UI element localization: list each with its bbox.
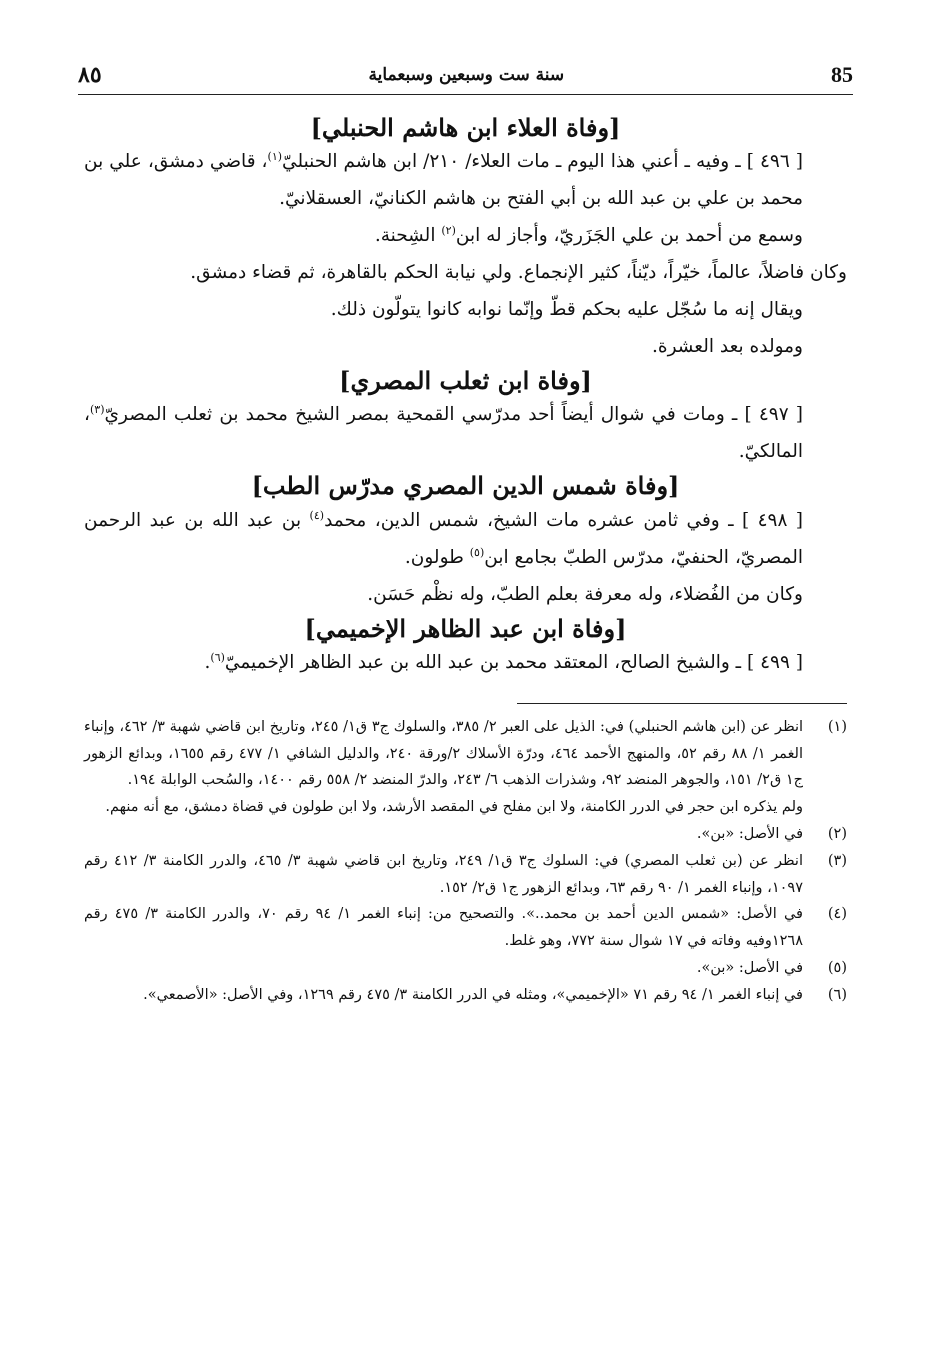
footnote-text: في الأصل: «بن». xyxy=(696,826,803,842)
footnote-text: في الأصل: «بن». xyxy=(696,960,803,977)
footnotes xyxy=(84,714,847,1009)
footnote-ref[interactable]: (٣) xyxy=(89,403,105,417)
page-body xyxy=(84,112,847,1009)
footnote-item xyxy=(84,901,847,955)
footnote-item xyxy=(84,955,847,982)
footnote-text: في الأصل: «شمس الدين أحمد بن محمد..». والتصحيح من: إنباء الغمر ١/ ٩٤ رقم ٧٠، والدرر الكامنة ٣/ ٤٧٥ رقم ١٢٦٨وفيه وفاته في ١٧ شوال سنة ٧٧٢، وهو غلط. xyxy=(84,906,803,950)
footnote-number: (٤) xyxy=(827,906,847,923)
section-title: [وفاة ابن عبد الظاهر الإخميمي] xyxy=(304,613,627,643)
entry-paragraph: [ ٤٩٦ ] ـ وفيه ـ أعني هذا اليوم ـ مات العلاء/ ٢١٠/ ابن هاشم الحنبليّ$^{(١)}$، قاضي دمشق، علي بن محمد بن علي بن عبد الله بن أبي الفتح بن هاشم الكنانيّ، العسقلانيّ. xyxy=(84,150,804,210)
page-header xyxy=(78,56,853,95)
paragraph: وسمع من أحمد بن علي الجَزَريّ، وأجاز له ابن$^{(٢)}$ الشِحنة. xyxy=(374,224,803,247)
entry-paragraph: [ ٤٩٨ ] ـ وفي ثامن عشره مات الشيخ، شمس الدين، محمد$^{(٤)}$ بن عبد الله بن عبد الرحمن المصريّ، الحنفيّ، مدرّس الطبّ بجامع ابن$^{(٥)}$ طولون. xyxy=(84,508,804,568)
footnote-number: (١) xyxy=(827,718,847,735)
entry-paragraph: [ ٤٩٩ ] ـ والشيخ الصالح، المعتقد محمد بن عبد الله بن عبد الظاهر الإخميميّ$^{(٦)}$. xyxy=(204,650,803,673)
footnote-ref[interactable]: (١) xyxy=(267,150,283,164)
running-title: سنة ست وسبعين وسبعماية xyxy=(368,65,565,85)
footnote-number: (٣) xyxy=(827,852,847,869)
footnote-number: (٦) xyxy=(827,986,847,1003)
section-title: [وفاة العلاء ابن هاشم الحنبلي] xyxy=(310,113,621,142)
footnote-ref[interactable]: (٢) xyxy=(441,224,456,238)
page-number-latin: 85 xyxy=(831,62,853,87)
section-title: [وفاة ابن ثعلب المصري] xyxy=(339,366,592,396)
footnote-text: انظر عن (بن ثعلب المصري) في: السلوك ج٣ ق١/ ٢٤٩، وتاريخ ابن قاضي شهبة ٣/ ٤٦٥، والدرر الكامنة ٣/ ٤١٢ رقم ١٠٩٧، وإنباء الغمر ١/ ٩٠ رقم ٦٣، وبدائع الزهور ج١ ق٢/ ١٥٢. xyxy=(84,852,803,896)
footnote-ref[interactable]: (٥) xyxy=(469,545,485,559)
footnote-item xyxy=(84,982,847,1009)
footnote-item xyxy=(84,821,847,848)
page-number-arabic: ٨٥ xyxy=(78,62,102,88)
footnote-ref[interactable]: (٤) xyxy=(309,508,325,522)
footnote-item xyxy=(84,848,847,902)
paragraph: وكان فاضلاً، عالماً، خيّراً، ديّناً، كثير الإنجماع. ولي نيابة الحكم بالقاهرة، ثم قضاء دمشق. xyxy=(190,262,847,284)
footnote-ref[interactable]: (٦) xyxy=(210,650,225,664)
footnote-text: انظر عن (ابن هاشم الحنبلي) في: الذيل على العبر ٢/ ٣٨٥، والسلوك ج٣ ق١/ ٢٤٥، وتاريخ ابن قاضي شهبة ٣/ ٤٦٢، وإنباء الغمر ١/ ٨٨ رقم ٥٢، والمنهج الأحمد ٤٦٤، ودرّة الأسلاك ٢/ورقة ٢٤٠، والدليل الشافي ١/ ٤٧٧ رقم ١٦٥٥، وبدائع الزهور ج١ ق٢/ ١٥١، والجوهر المنضد ٩٢، وشذرات الذهب ٦/ ٢٤٣، والدرّ المنضد ٢/ ٥٥٨ رقم ١٤٠٠، والسُحب الوابلة ١٩٤. xyxy=(84,718,804,789)
footnote-separator xyxy=(517,703,847,704)
paragraph: ومولده بعد العشرة. xyxy=(652,336,803,358)
paragraph: ويقال إنه ما سُجّل عليه بحكم قطّ وإنّما نوابه كانوا يتولّون ذلك. xyxy=(330,299,803,321)
paragraph: وكان من الفُضلاء، وله معرفة بعلم الطبّ، وله نظْم حَسَن. xyxy=(367,583,803,605)
section-title: [وفاة شمس الدين المصري مدرّس الطب] xyxy=(251,471,680,501)
entry-paragraph: [ ٤٩٧ ] ـ ومات في شوال أيضاً أحد مدرّسي القمحية بمصر الشيخ محمد بن ثعلب المصريّ$^{(٣)}$، المالكيّ. xyxy=(84,403,803,463)
footnote-continuation: ولم يذكره ابن حجر في الدرر الكامنة، ولا ابن مفلح في المقصد الأرشد، ولا ابن طولون في قضاة دمشق، مع أنه منهم. xyxy=(105,799,803,816)
footnote-item xyxy=(84,714,847,794)
footnote-number: (٢) xyxy=(827,826,847,842)
footnote-text: في إنباء الغمر ١/ ٩٤ رقم ٧١ «الإخميمي»، ومثله في الدرر الكامنة ٣/ ٤٧٥ رقم ١٢٦٩، وفي الأصل: «الأصمعي». xyxy=(143,986,803,1003)
footnote-number: (٥) xyxy=(827,960,847,977)
